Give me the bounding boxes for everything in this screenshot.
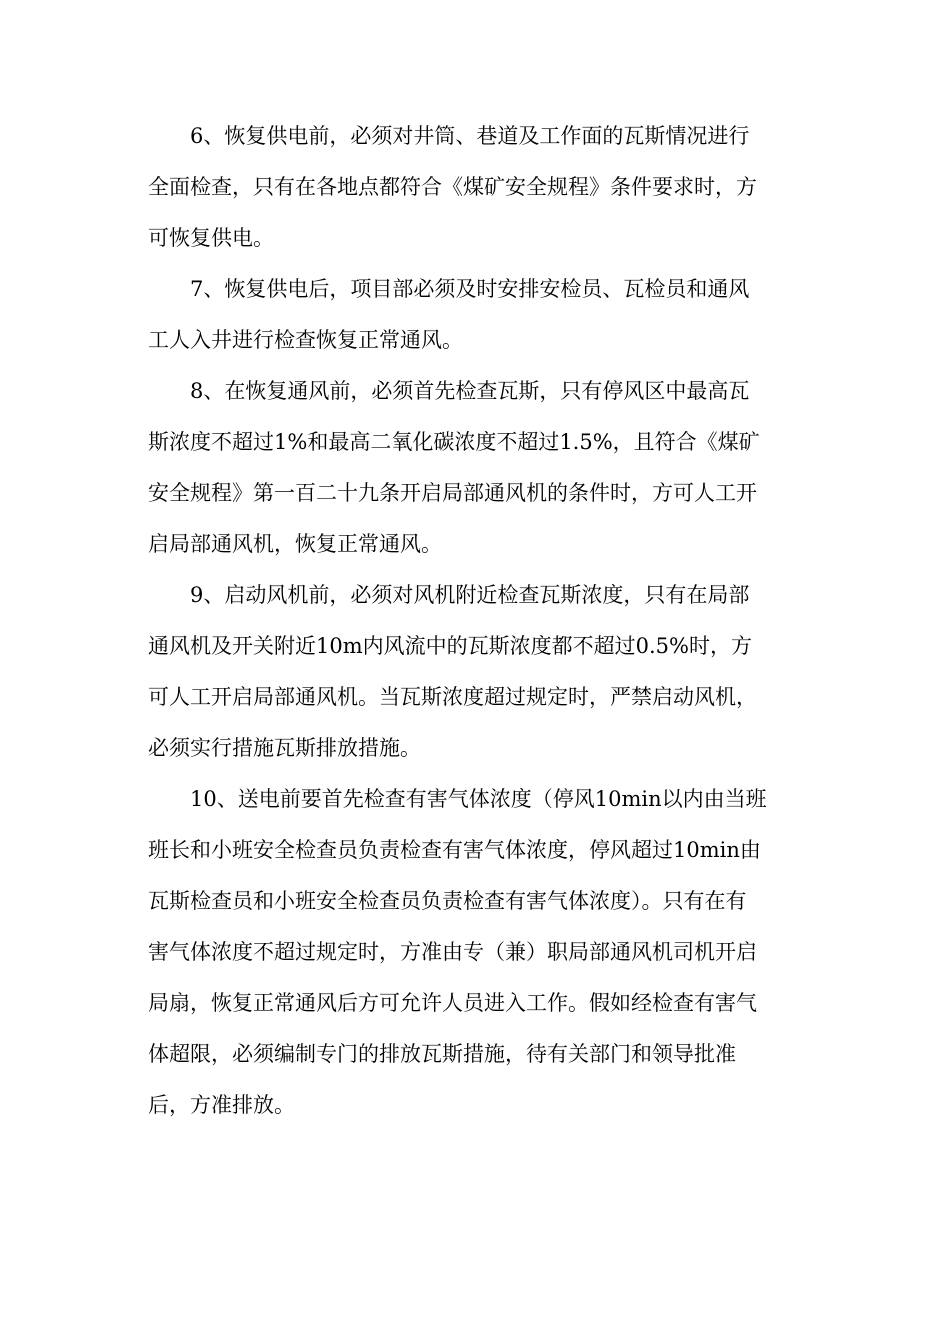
text-line: 斯浓度不超过1%和最高二氧化碳浓度不超过1.5%，且符合《煤矿 (148, 430, 760, 454)
paragraph-10 (148, 774, 800, 1131)
text-line: 6、恢复供电前，必须对井筒、巷道及工作面的瓦斯情况进行 (190, 124, 750, 148)
text-line: 瓦斯检查员和小班安全检查员负责检查有害气体浓度）。只有在有 (148, 889, 747, 913)
text-line: 8、在恢复通风前，必须首先检查瓦斯，只有停风区中最高瓦 (190, 379, 750, 403)
text-line: 班长和小班安全检查员负责检查有害气体浓度，停风超过10min由 (148, 838, 761, 862)
paragraph-6 (148, 111, 800, 264)
text-line: 后，方准排放。 (148, 1093, 295, 1117)
text-line: 7、恢复供电后，项目部必须及时安排安检员、瓦检员和通风 (190, 277, 750, 301)
text-line: 启局部通风机，恢复正常通风。 (148, 532, 442, 556)
text-line: 局扇，恢复正常通风后方可允许人员进入工作。假如经检查有害气 (148, 991, 757, 1015)
text-line: 安全规程》第一百二十九条开启局部通风机的条件时，方可人工开 (148, 481, 757, 505)
document-body (148, 111, 800, 1131)
text-line: 全面检查，只有在各地点都符合《煤矿安全规程》条件要求时，方 (148, 175, 757, 199)
text-line: 可恢复供电。 (148, 226, 274, 250)
text-line: 必须实行措施瓦斯排放措施。 (148, 736, 421, 760)
text-line: 害气体浓度不超过规定时，方准由专（兼）职局部通风机司机开启 (148, 940, 757, 964)
paragraph-8 (148, 366, 800, 570)
text-line: 9、启动风机前，必须对风机附近检查瓦斯浓度，只有在局部 (190, 583, 750, 607)
text-line: 10、送电前要首先检查有害气体浓度（停风10min以内由当班 (190, 787, 767, 811)
text-line: 工人入井进行检查恢复正常通风。 (148, 328, 463, 352)
paragraph-9 (148, 570, 800, 774)
text-line: 通风机及开关附近10m内风流中的瓦斯浓度都不超过0.5%时，方 (148, 634, 752, 658)
text-line: 可人工开启局部通风机。当瓦斯浓度超过规定时，严禁启动风机， (148, 685, 757, 709)
paragraph-7 (148, 264, 800, 366)
text-line: 体超限，必须编制专门的排放瓦斯措施，待有关部门和领导批准 (148, 1042, 736, 1066)
